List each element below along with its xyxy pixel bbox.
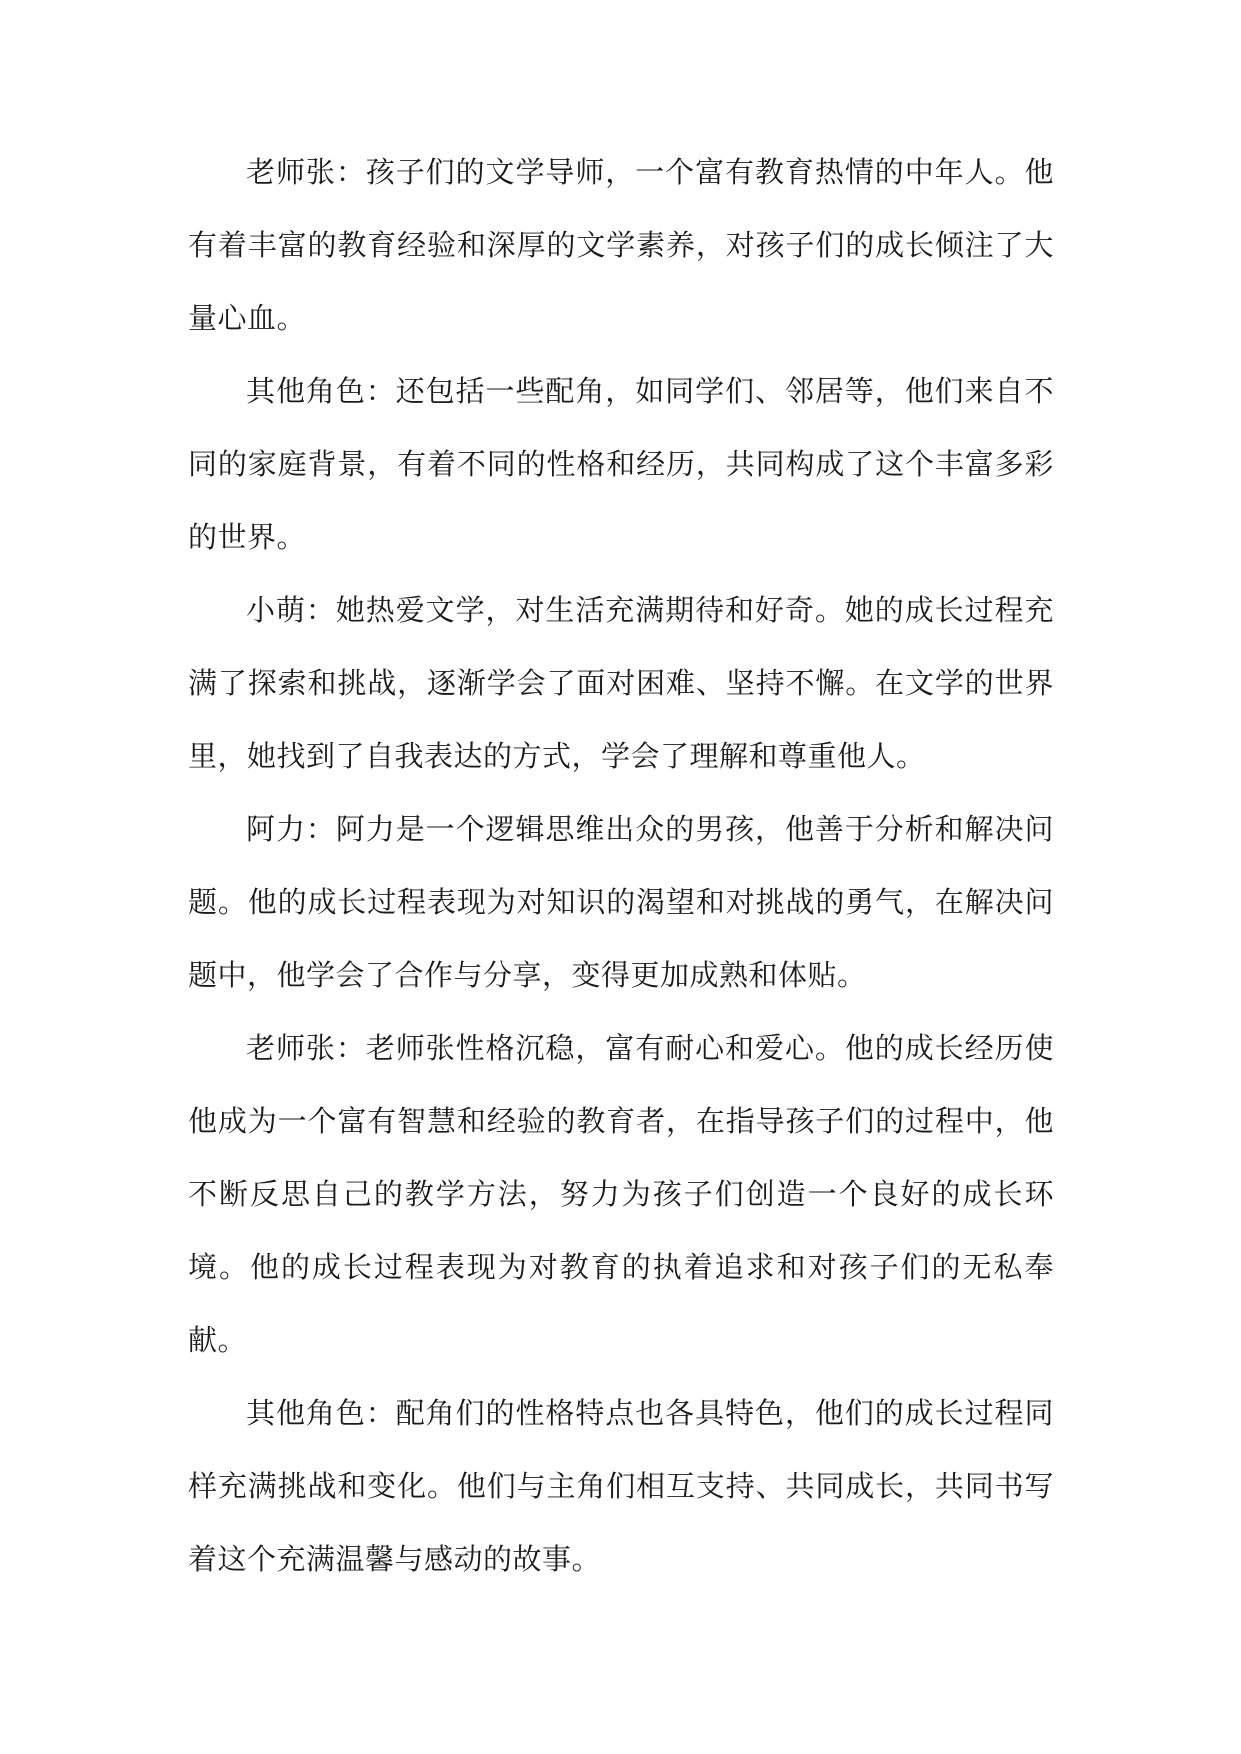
paragraph-other-roles-intro: 其他角色：还包括一些配角，如同学们、邻居等，他们来自不同的家庭背景，有着不同的性格和经历，共同构成了这个丰富多彩的世界。 xyxy=(188,374,1054,554)
paragraph-teacher-zhang-growth: 老师张：老师张性格沉稳，富有耐心和爱心。他的成长经历使他成为一个富有智慧和经验的教育者，在指导孩子们的过程中，他不断反思自己的教学方法，努力为孩子们创造一个良好的成长环境。他的成长过程表现为对教育的执着追求和对孩子们的无私奉献。 xyxy=(188,1031,1054,1357)
paragraph-other-roles-growth: 其他角色：配角们的性格特点也各具特色，他们的成长过程同样充满挑战和变化。他们与主角们相互支持、共同成长，共同书写着这个充满温馨与感动的故事。 xyxy=(188,1396,1054,1576)
paragraph-teacher-zhang-intro: 老师张：孩子们的文学导师，一个富有教育热情的中年人。他有着丰富的教育经验和深厚的文学素养，对孩子们的成长倾注了大量心血。 xyxy=(188,155,1054,335)
paragraph-ali: 阿力：阿力是一个逻辑思维出众的男孩，他善于分析和解决问题。他的成长过程表现为对知识的渴望和对挑战的勇气，在解决问题中，他学会了合作与分享，变得更加成熟和体贴。 xyxy=(188,812,1054,992)
paragraph-xiaomeng: 小萌：她热爱文学，对生活充满期待和好奇。她的成长过程充满了探索和挑战，逐渐学会了面对困难、坚持不懈。在文学的世界里，她找到了自我表达的方式，学会了理解和尊重他人。 xyxy=(188,593,1054,773)
document-body xyxy=(188,136,1054,1596)
